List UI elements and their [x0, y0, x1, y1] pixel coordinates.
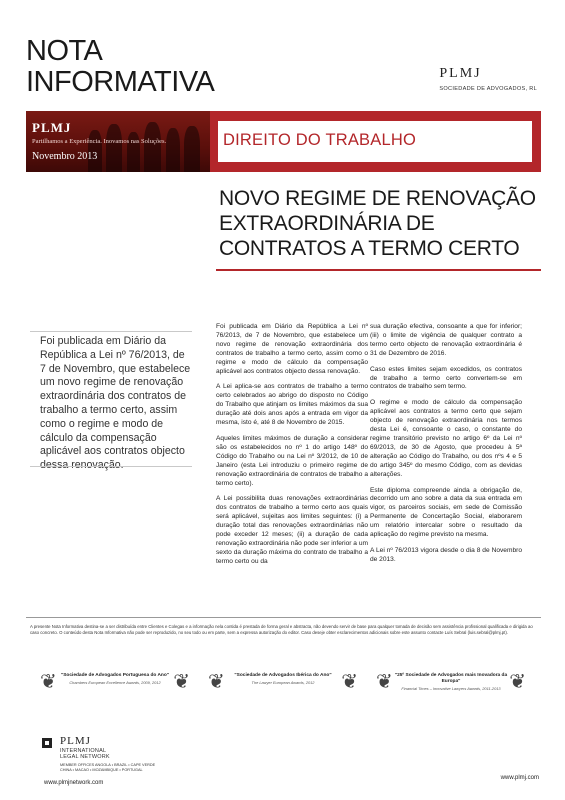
banner-brand: PLMJ: [32, 120, 72, 135]
headline-line-1: NOVO REGIME DE RENOVAÇÃO: [219, 187, 536, 210]
silhouette: [166, 128, 180, 172]
section-banner: [26, 111, 541, 172]
banner-red-panel: [210, 111, 541, 172]
body-column-2: [370, 323, 522, 572]
award-badge: [40, 670, 190, 704]
laurel-icon: ❦: [173, 671, 190, 693]
award-badge: [376, 670, 526, 704]
firm-logo: [439, 66, 537, 92]
network-logo-icon: [42, 738, 52, 748]
body-paragraph: O regime e modo de cálculo da compensação aplicável aos contratos a termo certo que sejam objecto de renovação extraordinária nos termos desta Lei é, consoante o caso, o constante do regime transitório previsto no artigo 6º da Lei nº 69/2013, de 30 de Agosto, que procedeu à 5ª alteração ao Código do Trabalho, ou dos nºs 4 e 5 do artigo 345º do mesmo Código, com as devidas alterações.: [370, 399, 522, 478]
headline-line-3: CONTRATOS A TERMO CERTO: [219, 237, 520, 260]
lead-divider-top: [30, 331, 192, 332]
logo-name: PLMJ: [439, 66, 482, 81]
network-offices-line-2: CHINA • MACAO • MOZAMBIQUE • PORTUGAL: [60, 768, 143, 772]
network-offices-line-1: MEMBER OFFICES ANGOLA • BRAZIL • CAPE VERDE: [60, 763, 156, 767]
award-source: Financial Times – Innovative Lawyers Awards, 2011-2013: [401, 686, 501, 691]
network-website-link[interactable]: www.plmjnetwork.com: [44, 780, 104, 786]
banner-photo: [26, 111, 210, 172]
silhouette: [106, 124, 122, 172]
headline-rule: [216, 269, 541, 271]
award-name: "25º Sociedade de Advogados mais Inovadora da Europa": [394, 673, 508, 684]
title-line-1: NOTA: [26, 35, 103, 67]
body-paragraph: Foi publicada em Diário da República a Lei nº 76/2013, de 7 de Novembro, que estabelece um novo regime de renovação extraordinária dos contratos de trabalho a termo certo, assim como o regime e modo de cálculo da compensação aplicável aos contratos objecto dessa renovação.: [216, 323, 368, 375]
laurel-icon: ❦: [509, 671, 526, 693]
laurel-icon: ❦: [376, 671, 393, 693]
section-label-box: [218, 121, 532, 162]
disclaimer-text: A presente Nota Informativa destina-se a ser distribuída entre Clientes e Colegas e a informação nela contida é prestada de forma geral e abstracta, não devendo servir de base para qualquer tomada de decisão sem assistência profissional qualificada e dirigida ao caso concreto. O conteúdo desta Nota Informativa não pode ser reproduzido, no seu todo ou em parte, sem a expressa autorização do editor. Caso deseje obter esclarecimentos adicionais sobre este assunto contacte Luís Sebral (luis.sebral@plmj.pt).: [30, 624, 533, 636]
banner-tagline: Partilhamos a Experiência. Inovamos nas Soluções.: [32, 138, 167, 145]
body-paragraph: A Lei possibilita duas renovações extraordinárias dos contratos de trabalho a termo certo aos quais será aplicável, sujeitas aos limites seguintes: (i) a duração total das renovações extraordinárias não pode exceder 12 meses; (ii) a duração de cada renovação extraordinária não pode ser inferior a um sexto da duração máxima do contrato de trabalho a termo certo ou da: [216, 495, 368, 565]
network-subtitle-1: INTERNATIONAL: [60, 748, 107, 754]
silhouette: [184, 126, 200, 172]
document-title: [26, 36, 214, 98]
title-line-2: INFORMATIVA: [26, 66, 215, 98]
firm-website-link[interactable]: www.plmj.com: [500, 775, 539, 781]
body-paragraph: A Lei aplica-se aos contratos de trabalho a termo certo celebrados ao abrigo do disposto no Código do Trabalho que atinjam os limites máximos da sua duração até dois anos após a entrada em vigor da mesma, isto é, até 8 de Novembro de 2015.: [216, 383, 368, 427]
silhouette: [144, 122, 161, 172]
network-name: PLMJ: [60, 735, 91, 747]
award-name: "Sociedade de Advogados Ibérica do Ano": [234, 673, 332, 678]
lead-summary: Foi publicada em Diário da República a Lei nº 76/2013, de 7 de Novembro, que estabelece um novo regime de renovação extraordinária dos contratos de trabalho a termo certo, assim como o regime e modo de cálculo da compensação aplicável aos contratos objecto: [40, 335, 191, 458]
award-source: The Lawyer European Awards, 2012: [251, 680, 315, 685]
body-column-1: [216, 323, 368, 574]
body-paragraph: Aqueles limites máximos de duração a considerar são os estabelecidos no nº 1 do artigo 148º do Código do Trabalho ou na Lei nº 3/2012, de 10 de Janeiro (esta Lei introduziu o primeiro regime de renovação extraordinária de contratos de trabalho a termo certo).: [216, 434, 368, 487]
award-name: "Sociedade de Advogados Portuguesa do Ano": [60, 673, 170, 678]
body-paragraph: Este diploma compreende ainda a obrigação de, decorrido um ano sobre a data da sua entrada em vigor, os parceiros sociais, em sede de Comissão Permanente de Concertação Social, elaborarem um relatório intercalar sobre o resultado da aplicação do regime previsto na mesma.: [370, 486, 522, 539]
laurel-icon: ❦: [40, 671, 57, 693]
headline-line-2: EXTRAORDINÁRIA DE: [219, 212, 435, 235]
laurel-icon: ❦: [208, 671, 225, 693]
body-paragraph: Caso estes limites sejam excedidos, os contratos de trabalho a termo certo convertem-se em contratos de trabalho sem termo.: [370, 365, 522, 391]
award-badge: [208, 670, 358, 704]
body-paragraph: A Lei nº 76/2013 vigora desde o dia 8 de Novembro de 2013.: [370, 546, 522, 563]
section-label: DIREITO DO TRABALHO: [223, 131, 416, 149]
logo-subtitle: SOCIEDADE DE ADVOGADOS, RL: [439, 86, 537, 92]
body-paragraph: sua duração efectiva, consoante a que for inferior; (iii) o limite de vigência de qualquer contrato a termo certo objecto de renovação extraordinária é 31 de Dezembro de 2016.: [370, 323, 522, 357]
network-subtitle-2: LEGAL NETWORK: [60, 754, 110, 760]
footer-divider: [26, 617, 541, 618]
article-headline: [219, 186, 536, 261]
lead-divider-bottom: [30, 466, 192, 467]
publication-date: Novembro 2013: [32, 151, 98, 162]
award-source: Chambers European Excellence Awards, 2009, 2012: [69, 680, 161, 685]
laurel-icon: ❦: [341, 671, 358, 693]
